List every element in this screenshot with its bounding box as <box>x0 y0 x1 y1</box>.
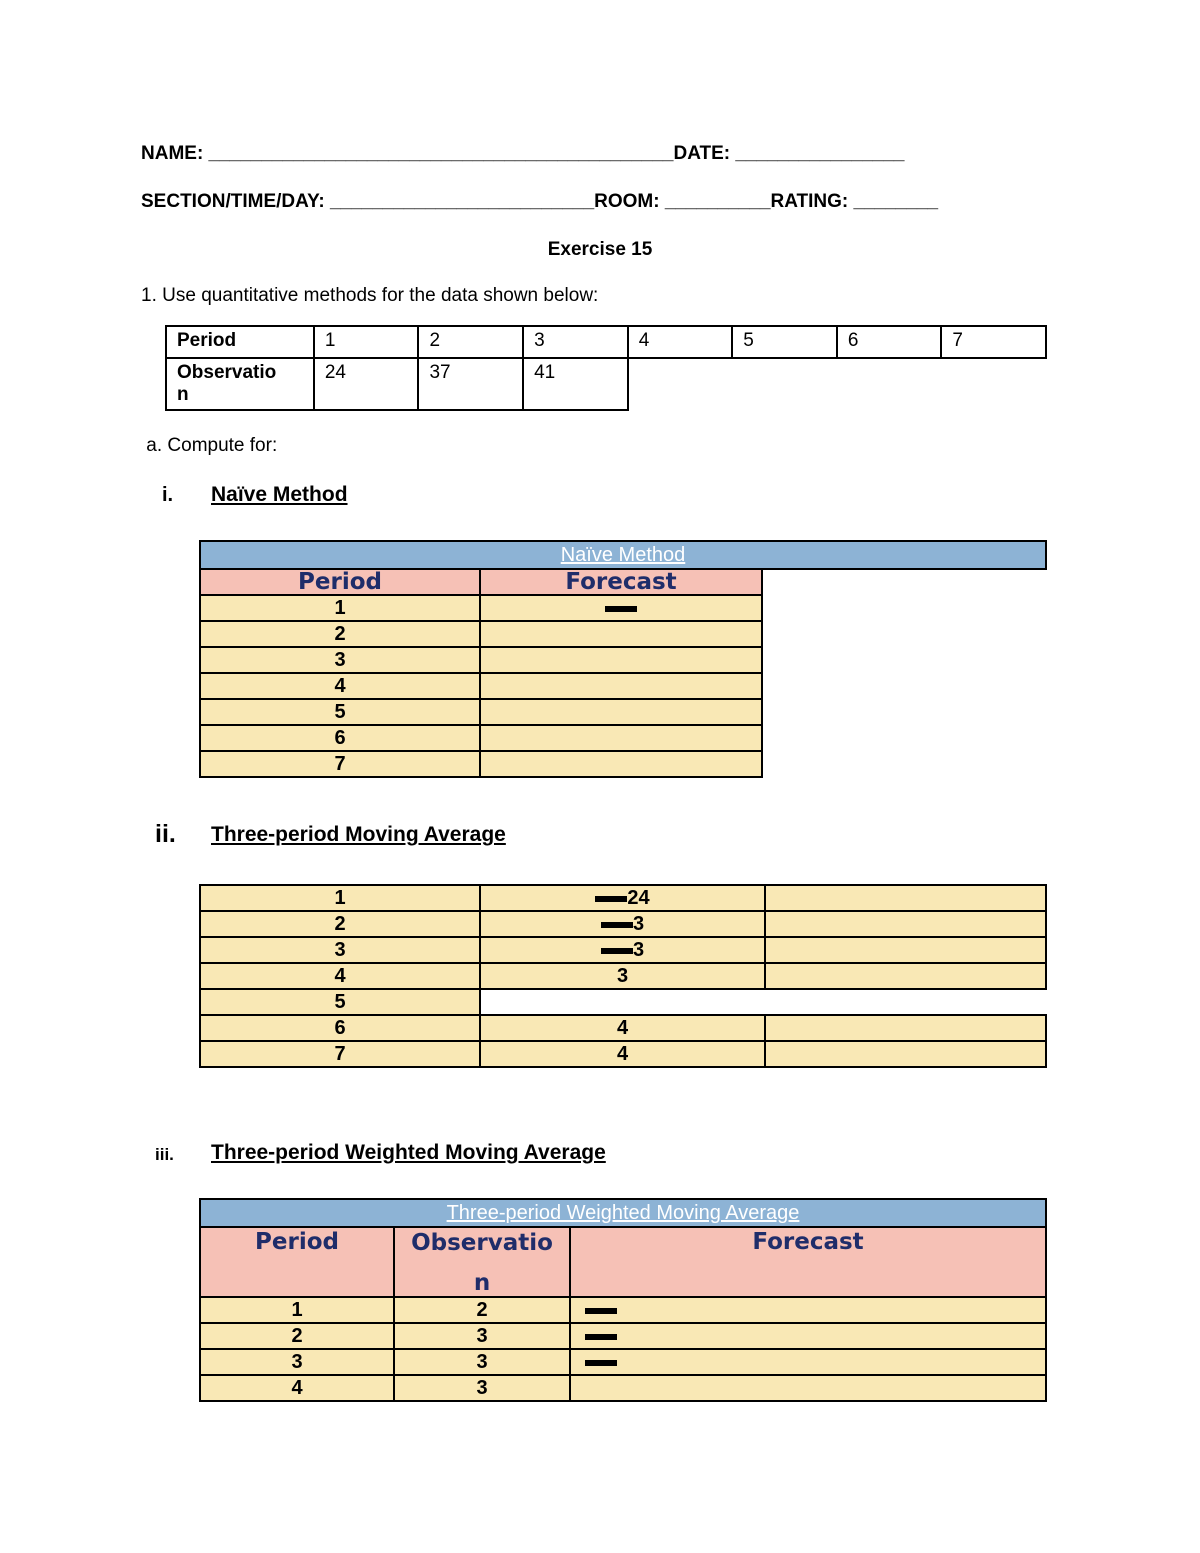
period-header: Period <box>200 1227 394 1297</box>
period-cell: 2 <box>200 1323 394 1349</box>
period-label-cell: Period <box>166 326 314 358</box>
weighted-banner: Three-period Weighted Moving Average <box>200 1199 1046 1227</box>
period-cell: 6 <box>837 326 942 358</box>
forecast-cell[interactable] <box>765 911 1046 937</box>
forecast-cell[interactable] <box>480 647 762 673</box>
section-number: ii. <box>155 820 176 848</box>
weighted-heading: Three-period Weighted Moving Average <box>211 1141 606 1164</box>
period-cell: 3 <box>200 1349 394 1375</box>
forecast-cell[interactable] <box>480 725 762 751</box>
dash-mark <box>585 1308 617 1314</box>
forecast-cell[interactable] <box>570 1375 1046 1401</box>
forecast-cell[interactable] <box>480 673 762 699</box>
period-cell: 1 <box>200 1297 394 1323</box>
observation-cell: 3 <box>394 1375 570 1401</box>
observation-cell: 24 <box>314 358 419 410</box>
section-number: iii. <box>155 1145 174 1164</box>
moving-average-table <box>199 884 1047 1068</box>
dash-mark <box>601 922 633 928</box>
observation-cell: 3 <box>394 1323 570 1349</box>
dash-mark <box>585 1360 617 1366</box>
observation-header-line: n <box>473 1270 491 1296</box>
empty-cell <box>762 725 1046 751</box>
forecast-cell[interactable] <box>480 699 762 725</box>
observation-cell: 37 <box>418 358 523 410</box>
empty-cell <box>628 358 1046 410</box>
empty-cell <box>762 751 1046 777</box>
period-cell: 5 <box>200 989 480 1015</box>
forecast-cell[interactable] <box>765 885 1046 911</box>
question-text: 1. Use quantitative methods for the data shown below: <box>141 285 599 306</box>
forecast-cell[interactable] <box>480 751 762 777</box>
observation-header <box>394 1227 570 1297</box>
period-header: Period <box>200 569 480 595</box>
observation-label-cell: Observatio n <box>166 358 314 410</box>
period-cell: 7 <box>200 751 480 777</box>
forecast-cell[interactable] <box>765 963 1046 989</box>
period-cell: 7 <box>200 1041 480 1067</box>
period-cell: 1 <box>200 885 480 911</box>
period-cell: 2 <box>200 621 480 647</box>
forecast-cell[interactable] <box>480 595 762 621</box>
period-cell: 1 <box>314 326 419 358</box>
period-cell: 4 <box>200 673 480 699</box>
compute-for-text: a. Compute for: <box>141 435 278 456</box>
empty-cell <box>762 699 1046 725</box>
period-cell: 7 <box>941 326 1046 358</box>
period-cell: 4 <box>200 963 480 989</box>
period-cell: 1 <box>200 595 480 621</box>
period-cell: 4 <box>628 326 733 358</box>
section-room-rating-line: SECTION/TIME/DAY: _________________________ROOM: __________RATING: ________ <box>141 191 939 212</box>
empty-cell <box>762 621 1046 647</box>
empty-cell <box>762 569 1046 595</box>
dash-mark <box>601 948 633 954</box>
forecast-cell[interactable] <box>570 1349 1046 1375</box>
value-cell[interactable]: 4 <box>480 1015 765 1041</box>
value-cell[interactable]: 4 <box>480 1041 765 1067</box>
observation-cell: 41 <box>523 358 628 410</box>
observation-cell: 2 <box>394 1297 570 1323</box>
period-cell: 3 <box>200 647 480 673</box>
period-cell: 2 <box>418 326 523 358</box>
naive-heading: Naïve Method <box>211 483 348 506</box>
dash-mark <box>605 606 637 612</box>
moving-average-heading: Three-period Moving Average <box>211 823 506 846</box>
period-cell: 5 <box>732 326 837 358</box>
period-cell: 4 <box>200 1375 394 1401</box>
dash-mark <box>585 1334 617 1340</box>
value-cell[interactable]: 3 <box>480 911 765 937</box>
observation-data-table <box>165 325 1047 411</box>
value-cell[interactable]: 3 <box>480 937 765 963</box>
observation-header-line: Observatio <box>411 1230 553 1256</box>
forecast-cell[interactable] <box>480 621 762 647</box>
name-date-line: NAME: ____________________________________________DATE: ________________ <box>141 143 905 164</box>
empty-cell <box>762 673 1046 699</box>
forecast-cell[interactable] <box>570 1297 1046 1323</box>
period-cell: 6 <box>200 1015 480 1041</box>
value-cell[interactable]: 3 <box>480 963 765 989</box>
period-cell: 2 <box>200 911 480 937</box>
weighted-table <box>199 1198 1047 1402</box>
section-number: i. <box>162 484 174 506</box>
forecast-cell[interactable] <box>570 1323 1046 1349</box>
period-cell: 6 <box>200 725 480 751</box>
empty-cell <box>762 647 1046 673</box>
forecast-cell[interactable] <box>765 937 1046 963</box>
value-cell[interactable]: 24 <box>480 885 765 911</box>
forecast-cell[interactable] <box>765 1015 1046 1041</box>
observation-cell: 3 <box>394 1349 570 1375</box>
empty-cell <box>480 989 1046 1015</box>
forecast-cell[interactable] <box>765 1041 1046 1067</box>
naive-banner: Naïve Method <box>200 541 1046 569</box>
forecast-header: Forecast <box>480 569 762 595</box>
empty-cell <box>762 595 1046 621</box>
dash-mark <box>595 896 627 902</box>
exercise-title: Exercise 15 <box>547 239 653 260</box>
naive-table <box>199 540 1047 778</box>
period-cell: 3 <box>523 326 628 358</box>
period-cell: 5 <box>200 699 480 725</box>
period-cell: 3 <box>200 937 480 963</box>
forecast-header: Forecast <box>570 1227 1046 1297</box>
